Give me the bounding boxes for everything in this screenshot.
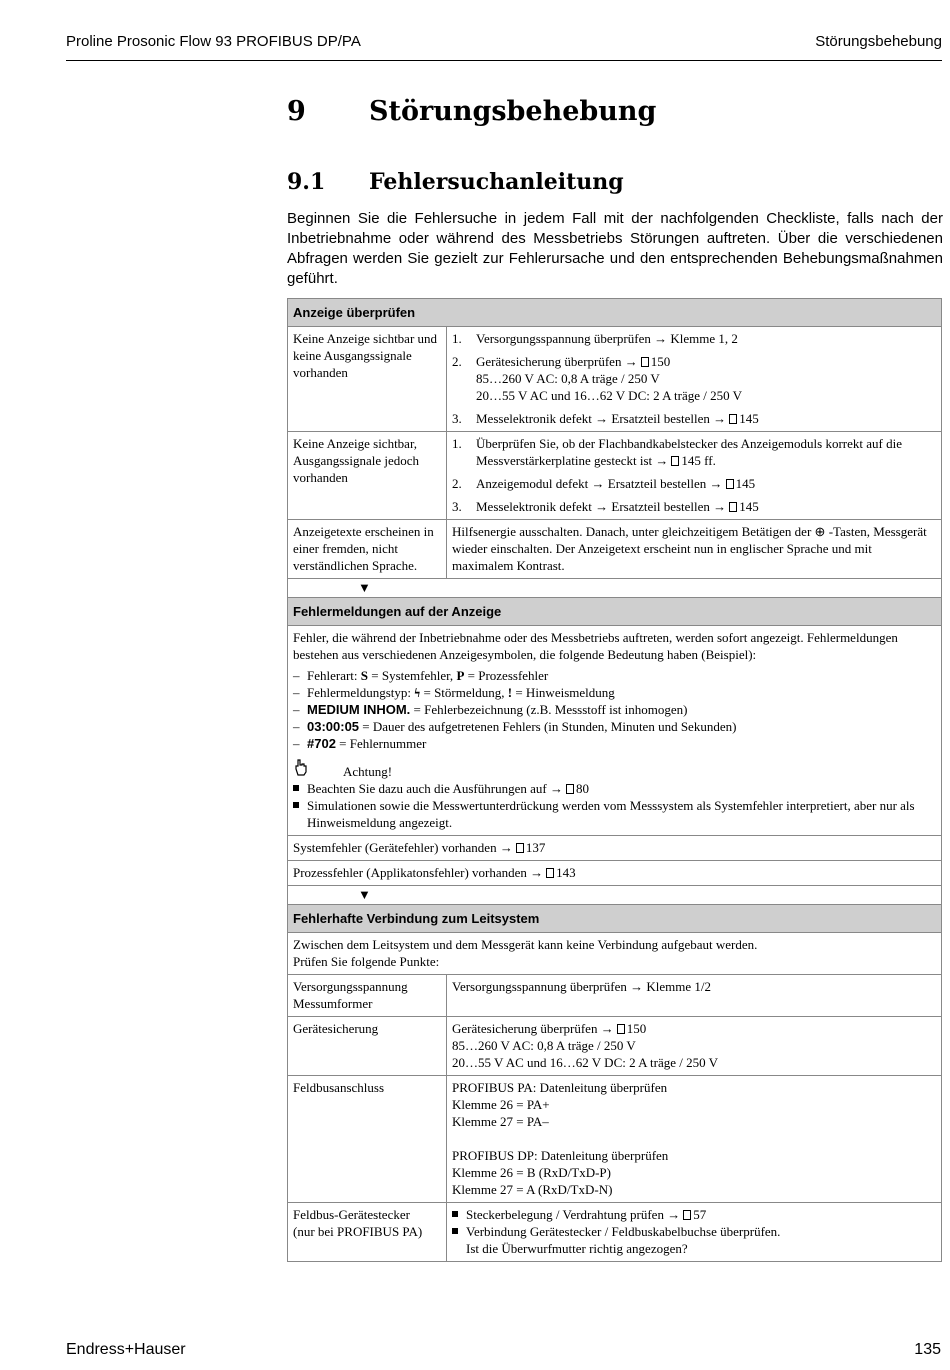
page-ref: 57 (693, 1207, 707, 1222)
step-text: Gerätesicherung überprüfen → (476, 354, 638, 369)
dash: – (293, 719, 300, 734)
page-ref: 145 ff. (681, 453, 716, 468)
pa-line: PROFIBUS PA: Datenleitung überprüfen (452, 1080, 668, 1095)
page-ref: 137 (525, 840, 546, 855)
step-number: 3. (452, 499, 462, 514)
remedy-cell (447, 1203, 942, 1262)
item-bold: 03:00:05 (307, 719, 360, 734)
dash: – (293, 736, 300, 751)
chapter-heading (287, 96, 656, 127)
item-text: = Prozessfehler (464, 668, 549, 683)
pa-line: Klemme 26 = PA+ (452, 1097, 550, 1112)
symptom-cell: Keine Anzeige sichtbar und keine Ausgangssignale vorhanden (288, 327, 447, 432)
remedy-text: Gerätesicherung überprüfen → (452, 1021, 614, 1036)
section-heading (287, 169, 624, 195)
header-rule (66, 60, 942, 61)
step-number: 1. (452, 331, 462, 346)
step-number: 1. (452, 436, 462, 451)
connection-intro-cell (288, 933, 942, 975)
caution-line (293, 758, 936, 780)
key-plus-minus-icon: ⊕ (814, 524, 826, 539)
hand-pointer-icon (293, 758, 343, 780)
bullet (293, 785, 299, 791)
table-row (288, 626, 942, 836)
error-symbol-list (293, 667, 936, 752)
error-intro: Fehler, die während der Inbetriebnahme oder des Messbetriebs auftreten, werden sofort angezeigt. Fehlermeldungen bestehen aus verschiedenen Anzeigesymbolen, die folgende Bedeutung haben (Beispiel): (293, 630, 898, 662)
page-ref: 150 (650, 354, 671, 369)
block-title-connection: Fehlerhafte Verbindung zum Leitsystem (288, 905, 942, 933)
page-reference-icon (516, 843, 524, 853)
step-number: 2. (452, 476, 462, 491)
page-number: 135 (914, 1341, 941, 1358)
symptom-line: (nur bei PROFIBUS PA) (293, 1224, 423, 1239)
bullet-text: Verbindung Gerätestecker / Feldbuskabelbuchse überprüfen. (466, 1224, 781, 1239)
step-number: 3. (452, 411, 462, 426)
system-error-row (288, 836, 942, 861)
remedy-cell (447, 1076, 942, 1203)
fuse-dc: 20…55 V AC und 16…62 V DC: 2 A träge / 250 V (476, 388, 743, 403)
page-reference-icon (617, 1024, 625, 1034)
block-title-errors: Fehlermeldungen auf der Anzeige (288, 598, 942, 626)
page-reference-icon (729, 414, 737, 424)
page-reference-icon (566, 784, 574, 794)
table-row (288, 1017, 942, 1076)
page-reference-icon (683, 1210, 691, 1220)
item-text: = Dauer des aufgetretenen Fehlers (in Stunden, Minuten und Sekunden) (359, 719, 737, 734)
remedy-text-cont: -Tasten, Messgerät wieder einschalten. Der Anzeigetext erscheint nun in englischer Sprache und mit maximalem Kontrast. (452, 524, 927, 573)
dp-line: PROFIBUS DP: Datenleitung überprüfen (452, 1148, 669, 1163)
chapter-title: Störungsbehebung (369, 96, 657, 127)
page-ref: 145 (739, 411, 759, 426)
chapter-number: 9 (287, 96, 306, 127)
item-bold: S (360, 668, 369, 683)
process-error-row (288, 861, 942, 886)
intro-line: Zwischen dem Leitsystem und dem Messgerät kann keine Verbindung aufgebaut werden. (293, 937, 758, 952)
table-row (288, 520, 942, 579)
caution-text: Achtung! (343, 764, 393, 779)
troubleshooting-table (287, 298, 942, 1262)
page-ref: 80 (575, 781, 589, 796)
step-text: Messelektronik defekt → Ersatzteil bestellen → (476, 411, 727, 426)
page-ref: 145 (739, 499, 759, 514)
item-bold: #702 (307, 736, 336, 751)
item-text: = Störmeldung, (420, 685, 508, 700)
step-text: Versorgungsspannung überprüfen → Klemme 1, 2 (476, 331, 738, 346)
step-text: Überprüfen Sie, ob der Flachbandkabelstecker des Anzeigemoduls korrekt auf die Messverstärkerplatine gesteckt ist → (476, 436, 902, 468)
row-text: Prozessfehler (Applikatonsfehler) vorhanden → (293, 865, 544, 880)
dp-line: Klemme 27 = A (RxD/TxD-N) (452, 1182, 613, 1197)
bullet-text: Steckerbelegung / Verdrahtung prüfen → (466, 1207, 681, 1222)
table-row (288, 1203, 942, 1262)
item-bold: ! (507, 685, 513, 700)
item-bold: MEDIUM INHOM. (307, 702, 411, 717)
page-reference-icon (546, 868, 554, 878)
section-title: Fehlersuchanleitung (369, 169, 624, 195)
intro-line: Prüfen Sie folgende Punkte: (293, 954, 440, 969)
page-ref: 150 (626, 1021, 647, 1036)
table-row (288, 1076, 942, 1203)
remedy-cell: Versorgungsspannung überprüfen → Klemme 1/2 (447, 975, 942, 1017)
note-text: Beachten Sie dazu auch die Ausführungen auf → (307, 781, 563, 796)
bullet (452, 1211, 458, 1217)
flow-arrow-icon: ▼ (288, 579, 942, 598)
section-number: 9.1 (287, 169, 326, 195)
remedy-cell (447, 520, 942, 579)
symptom-cell: Feldbusanschluss (288, 1076, 447, 1203)
table-row (288, 327, 942, 432)
remedy-cell (447, 432, 942, 520)
symptom-cell: Versorgungsspannung Messumformer (288, 975, 447, 1017)
item-bold: ϟ (414, 685, 421, 700)
step-text: Anzeigemodul defekt → Ersatzteil bestellen → (476, 476, 723, 491)
intro-paragraph: Beginnen Sie die Fehlersuche in jedem Fall mit der nachfolgenden Checkliste, falls nach der Inbetriebnahme oder während des Messbetriebs Störungen auftreten. Über die verschiedenen Abfragen werden Sie gezielt zur Fehlerursache und den entsprechenden Behebungsmaßnahmen geführt. (287, 210, 943, 287)
footer-company: Endress+Hauser (66, 1341, 186, 1358)
page-reference-icon (671, 456, 679, 466)
row-text: Systemfehler (Gerätefehler) vorhanden → (293, 840, 513, 855)
fuse-ac: 85…260 V AC: 0,8 A träge / 250 V (452, 1038, 636, 1053)
table-row (288, 975, 942, 1017)
page-reference-icon (641, 357, 649, 367)
table-row (288, 836, 942, 861)
header-chapter-title: Störungsbehebung (815, 33, 942, 50)
dash: – (293, 668, 300, 683)
table-row (288, 933, 942, 975)
item-text: = Fehlernummer (335, 736, 427, 751)
bullet (452, 1228, 458, 1234)
pa-line: Klemme 27 = PA– (452, 1114, 549, 1129)
page-reference-icon (726, 479, 734, 489)
bullet (293, 802, 299, 808)
header-doc-title: Proline Prosonic Flow 93 PROFIBUS DP/PA (66, 33, 361, 50)
fuse-ac: 85…260 V AC: 0,8 A träge / 250 V (476, 371, 660, 386)
symptom-cell (288, 1203, 447, 1262)
item-text: Fehlermeldungstyp: (307, 685, 415, 700)
item-bold: P (456, 668, 465, 683)
step-number: 2. (452, 354, 462, 369)
error-description-cell (288, 626, 942, 836)
symptom-cell: Gerätesicherung (288, 1017, 447, 1076)
flow-arrow-icon: ▼ (288, 886, 942, 905)
block-title-display: Anzeige überprüfen (288, 299, 942, 327)
page-reference-icon (729, 502, 737, 512)
table-row (288, 432, 942, 520)
step-text: Messelektronik defekt → Ersatzteil bestellen → (476, 499, 727, 514)
fuse-dc: 20…55 V AC und 16…62 V DC: 2 A träge / 250 V (452, 1055, 719, 1070)
remedy-cell (447, 1017, 942, 1076)
symptom-line: Feldbus-Gerätestecker (293, 1207, 410, 1222)
caution-notes (293, 780, 936, 831)
item-text: = Fehlerbezeichnung (z.B. Messstoff ist inhomogen) (410, 702, 688, 717)
table-row (288, 861, 942, 886)
item-text: Fehlerart: (307, 668, 361, 683)
item-text: = Hinweismeldung (512, 685, 615, 700)
item-text: = Systemfehler, (368, 668, 457, 683)
dash: – (293, 702, 300, 717)
bullet-text: Ist die Überwurfmutter richtig angezogen? (466, 1241, 688, 1256)
remedy-cell (447, 327, 942, 432)
remedy-text: Hilfsenergie ausschalten. Danach, unter gleichzeitigem Betätigen der (452, 524, 812, 539)
note-text: Simulationen sowie die Messwertunterdrückung werden vom Messsystem als Systemfehler interpretiert, aber nur als Hinweismeldung angezeigt. (307, 798, 915, 830)
symptom-cell: Anzeigetexte erscheinen in einer fremden, nicht verständlichen Sprache. (288, 520, 447, 579)
page-ref: 145 (735, 476, 756, 491)
symptom-cell: Keine Anzeige sichtbar, Ausgangssignale jedoch vorhanden (288, 432, 447, 520)
dash: – (293, 685, 300, 700)
page-ref: 143 (556, 865, 576, 880)
dp-line: Klemme 26 = B (RxD/TxD-P) (452, 1165, 611, 1180)
